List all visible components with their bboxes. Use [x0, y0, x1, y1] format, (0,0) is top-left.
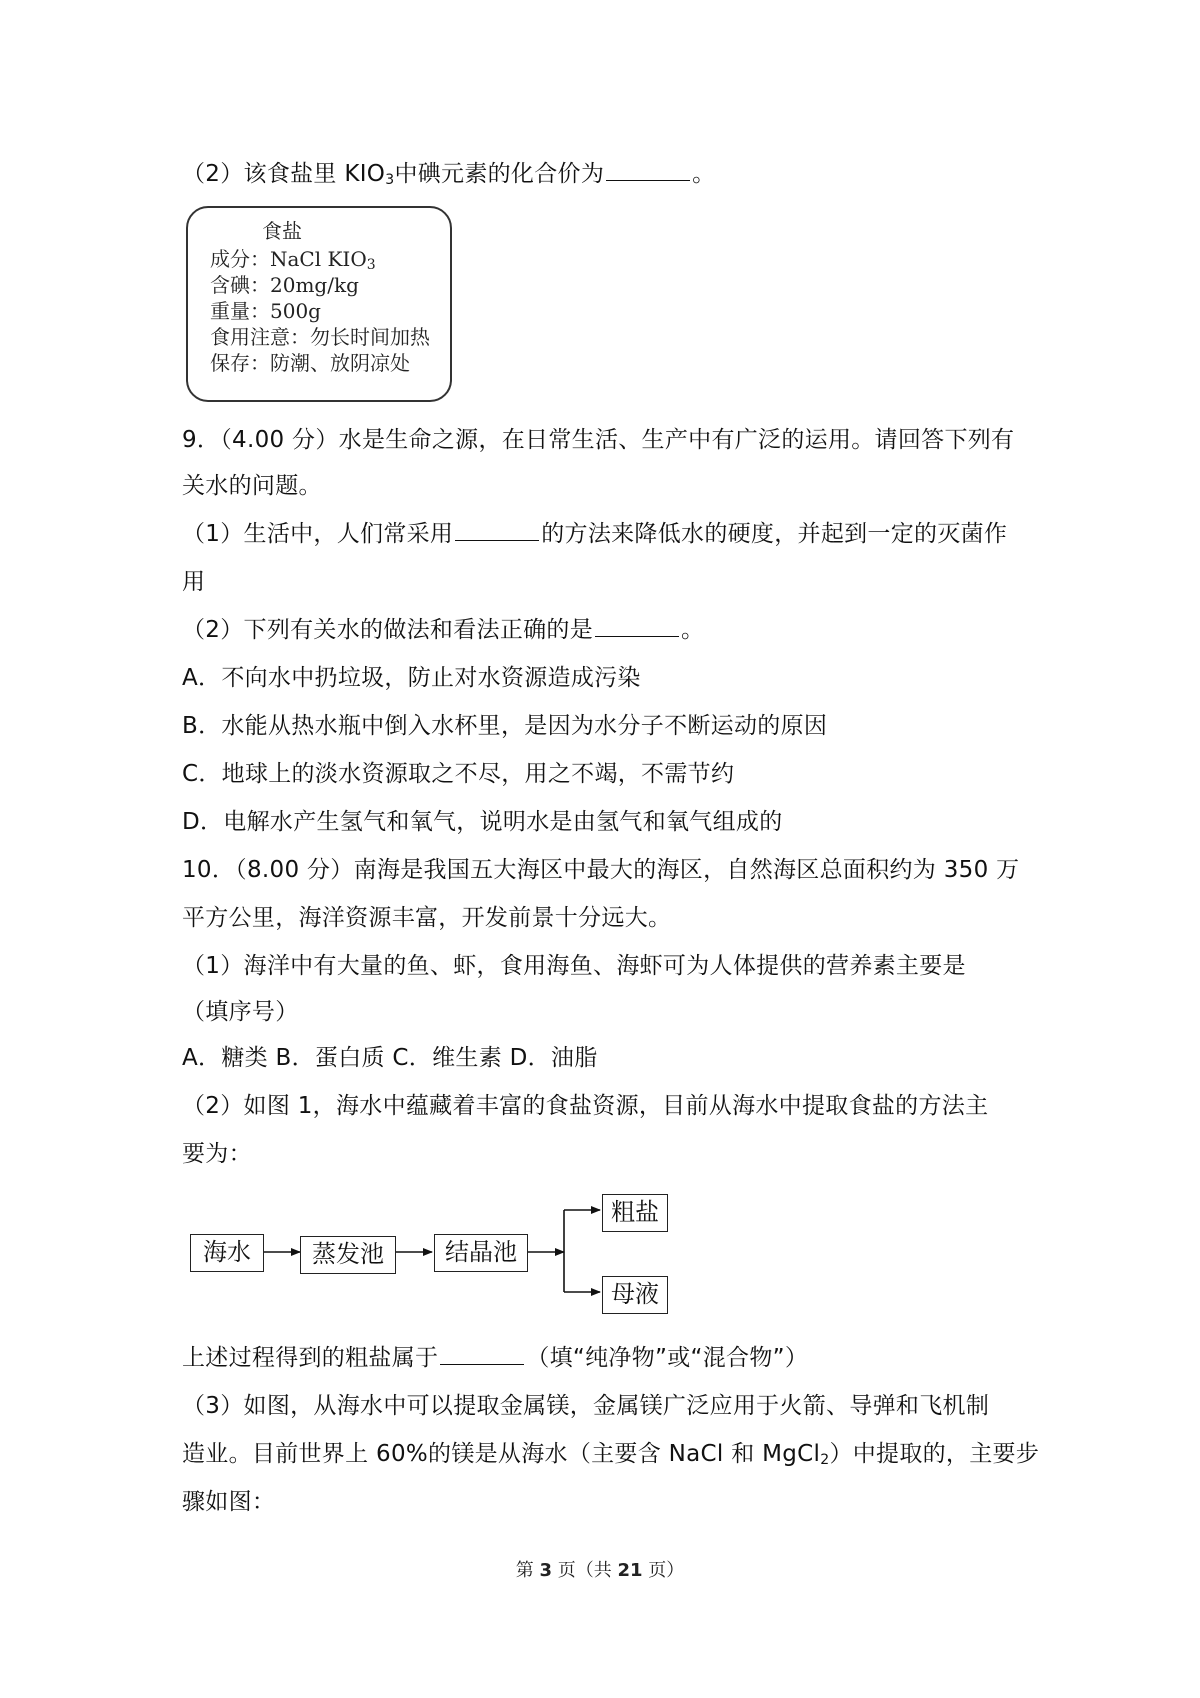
q10-part1-cont: （填序号）: [182, 999, 299, 1025]
salt-label-row: 保存：防潮、放阴凉处: [210, 351, 410, 375]
node-evaporation-pond: 蒸发池: [300, 1236, 396, 1274]
q10-part1-options: A．糖类 B．蛋白质 C．维生素 D．油脂: [182, 1045, 598, 1071]
q10-part2-question: 上述过程得到的粗盐属于 （填“纯净物”或“混合物”）: [182, 1342, 808, 1374]
node-seawater: 海水: [190, 1234, 264, 1272]
answer-blank[interactable]: [455, 518, 539, 541]
answer-blank[interactable]: [606, 158, 690, 181]
q9-part1: （1）生活中，人们常采用 的方法来降低水的硬度，并起到一定的灭菌作: [182, 518, 1007, 550]
page-footer: 第 3 页（共 21 页）: [515, 1560, 685, 1581]
answer-blank[interactable]: [595, 614, 679, 637]
node-crystallization-pond: 结晶池: [434, 1234, 528, 1272]
q9-part1-cont: 用: [182, 569, 206, 595]
page-number: 3: [539, 1560, 552, 1581]
q10-part3-end: 骤如图：: [182, 1489, 276, 1515]
q9-option-d: D．电解水产生氢气和氧气，说明水是由氢气和氧气组成的: [182, 809, 783, 835]
q10-part3-cont: 造业。目前世界上 60%的镁是从海水（主要含 NaCl 和 MgCl$_2$）中提取的，主要步: [182, 1441, 1040, 1468]
q9-option-b: B．水能从热水瓶中倒入水杯里，是因为水分子不断运动的原因: [182, 713, 828, 739]
q9-stem-cont: 关水的问题。: [182, 473, 322, 499]
salt-label-row: 食用注意：勿长时间加热: [210, 325, 430, 349]
salt-label-row: 重量：500g: [210, 299, 321, 323]
q9-part2: （2）下列有关水的做法和看法正确的是 。: [182, 614, 704, 646]
salt-label-row: 成分：NaCl $KIO_3$: [210, 247, 376, 273]
salt-label-title: 食盐: [262, 219, 302, 243]
q8-part2: （2）该食盐里 $KIO_3$中碘元素的化合价为 。: [182, 158, 715, 190]
q10-part2-cont: 要为：: [182, 1141, 252, 1167]
answer-blank[interactable]: [440, 1342, 524, 1365]
node-mother-liquor: 母液: [602, 1276, 668, 1314]
q10-stem-cont: 平方公里，海洋资源丰富，开发前景十分远大。: [182, 905, 672, 931]
q9-option-c: C．地球上的淡水资源取之不尽，用之不竭，不需节约: [182, 761, 735, 787]
q10-stem: 10．（8.00 分）南海是我国五大海区中最大的海区，自然海区总面积约为 350 万: [182, 857, 1020, 883]
page-total: 21: [617, 1560, 643, 1581]
q10-part3: （3）如图，从海水中可以提取金属镁，金属镁广泛应用于火箭、导弹和飞机制: [182, 1393, 990, 1419]
q9-option-a: A．不向水中扔垃圾，防止对水资源造成污染: [182, 665, 641, 691]
q9-stem: 9．（4.00 分）水是生命之源，在日常生活、生产中有广泛的运用。请回答下列有: [182, 427, 1015, 453]
salt-label-row: 含碘：20mg/kg: [210, 273, 359, 297]
salt-label: [186, 206, 452, 402]
q10-part1: （1）海洋中有大量的鱼、虾，食用海鱼、海虾可为人体提供的营养素主要是: [182, 953, 966, 979]
q10-part2: （2）如图 1，海水中蕴藏着丰富的食盐资源，目前从海水中提取食盐的方法主: [182, 1093, 989, 1119]
node-crude-salt: 粗盐: [602, 1194, 668, 1232]
